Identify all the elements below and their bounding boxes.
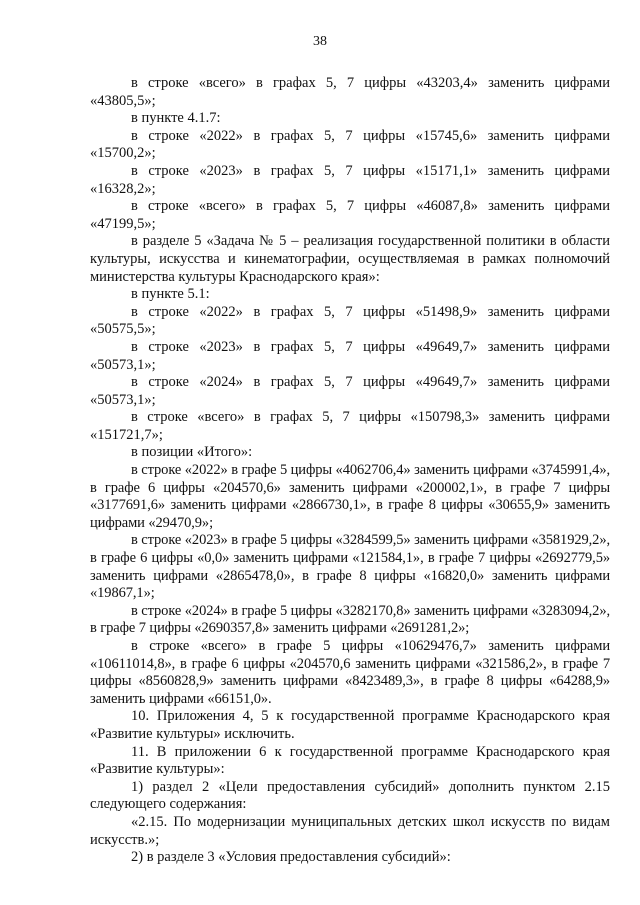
document-body: [90, 75, 610, 867]
page-number: 38: [313, 34, 327, 49]
paragraph: в строке «2024» в графах 5, 7 цифры «49649,7» заменить цифрами «50573,1»;: [90, 374, 610, 408]
paragraph: 10. Приложения 4, 5 к государственной программе Краснодарского края «Развитие культуры» исключить.: [90, 708, 610, 742]
paragraph: в пункте 5.1:: [131, 286, 210, 303]
paragraph: «2.15. По модернизации муниципальных детских школ искусств по видам искусств.»;: [90, 813, 610, 848]
paragraph: в пункте 4.1.7:: [131, 110, 221, 127]
paragraph: 1) раздел 2 «Цели предоставления субсидий» дополнить пунктом 2.15 следующего содержания:: [90, 778, 610, 813]
paragraph: в строке «2022» в графах 5, 7 цифры «51498,9» заменить цифрами «50575,5»;: [90, 303, 610, 338]
paragraph: 2) в разделе 3 «Условия предоставления субсидий»:: [131, 849, 451, 866]
paragraph: в строке «2023» в графе 5 цифры «3284599,5» заменить цифрами «3581929,2», в графе 6 цифры «0,0» заменить цифрами «121584,1», в графе 7 цифры «2692779,5» заменить цифрами «2865478,0», в графе 8 цифры «16820,0» заменить цифрами «19867,1»;: [90, 532, 610, 602]
paragraph: в строке «всего» в графе 5 цифры «10629476,7» заменить цифрами «10611014,8», в графе 6 цифры «204570,6 заменить цифрами «321586,2», в графе 7 цифры «8560828,9» заменить цифрами «8423489,3», в графе 8 цифры «64288,9» заменить цифрами «66151,0».: [90, 638, 610, 707]
paragraph: в строке «2022» в графе 5 цифры «4062706,4» заменить цифрами «3745991,4», в графе 6 цифры «204570,6» заменить цифрами «200002,1», в графе 7 цифры «3177691,6» заменить цифрами «2866730,1», в графе 8 цифры «30655,9» заменить цифрами «29470,9»;: [90, 462, 610, 531]
paragraph: в разделе 5 «Задача № 5 – реализация государственной политики в области культуры, искусства и кинематографии, осуществляемая в рамках полномочий министерства культуры Краснодарского края»:: [90, 233, 610, 285]
paragraph: в строке «2023» в графах 5, 7 цифры «15171,1» заменить цифрами «16328,2»;: [90, 162, 610, 197]
paragraph: в строке «2023» в графах 5, 7 цифры «49649,7» заменить цифрами «50573,1»;: [90, 338, 610, 373]
paragraph: в строке «всего» в графах 5, 7 цифры «46087,8» заменить цифрами «47199,5»;: [90, 198, 610, 232]
paragraph: в строке «всего» в графах 5, 7 цифры «43203,4» заменить цифрами «43805,5»;: [90, 75, 610, 109]
paragraph: в строке «2024» в графе 5 цифры «3282170,8» заменить цифрами «3283094,2», в графе 7 цифры «2690357,8» заменить цифрами «2691281,2»;: [90, 602, 610, 637]
paragraph: в позиции «Итого»:: [131, 444, 253, 461]
paragraph: в строке «всего» в графах 5, 7 цифры «150798,3» заменить цифрами «151721,7»;: [90, 409, 610, 443]
paragraph: 11. В приложении 6 к государственной программе Краснодарского края «Развитие культуры»:: [90, 743, 610, 778]
paragraph: в строке «2022» в графах 5, 7 цифры «15745,6» заменить цифрами «15700,2»;: [90, 127, 610, 162]
